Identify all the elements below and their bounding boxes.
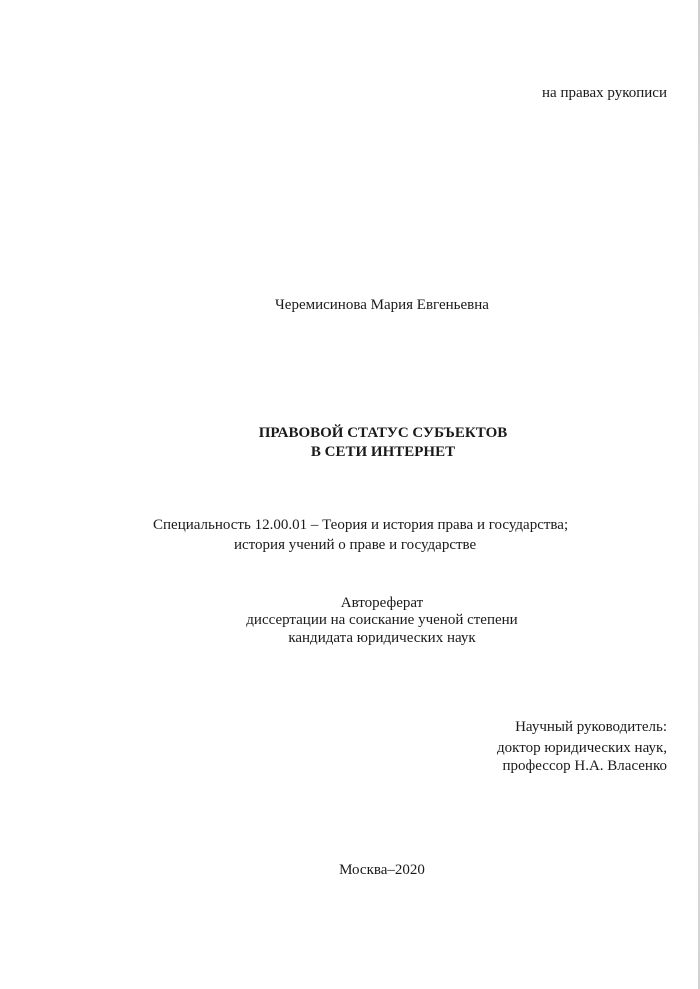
city-year: Москва–2020 xyxy=(339,862,425,878)
supervisor-name: профессор Н.А. Власенко xyxy=(502,758,667,774)
specialty-line-2: история учений о праве и государстве xyxy=(234,537,477,553)
dissertation-title-line-1: ПРАВОВОЙ СТАТУС СУБЪЕКТОВ xyxy=(258,425,508,441)
abstract-purpose: диссертации на соискание ученой степени xyxy=(246,612,518,628)
supervisor-degree: доктор юридических наук, xyxy=(497,740,667,756)
dissertation-title-line-2: В СЕТИ ИНТЕРНЕТ xyxy=(310,444,456,460)
specialty-line-1: Специальность 12.00.01 – Теория и история права и государства; xyxy=(153,517,569,533)
supervisor-label: Научный руководитель: xyxy=(515,719,667,735)
author-name: Черемисинова Мария Евгеньевна xyxy=(275,297,489,313)
abstract-label: Автореферат xyxy=(340,595,424,611)
manuscript-rights-note: на правах рукописи xyxy=(542,85,667,101)
abstract-degree: кандидата юридических наук xyxy=(288,630,476,646)
